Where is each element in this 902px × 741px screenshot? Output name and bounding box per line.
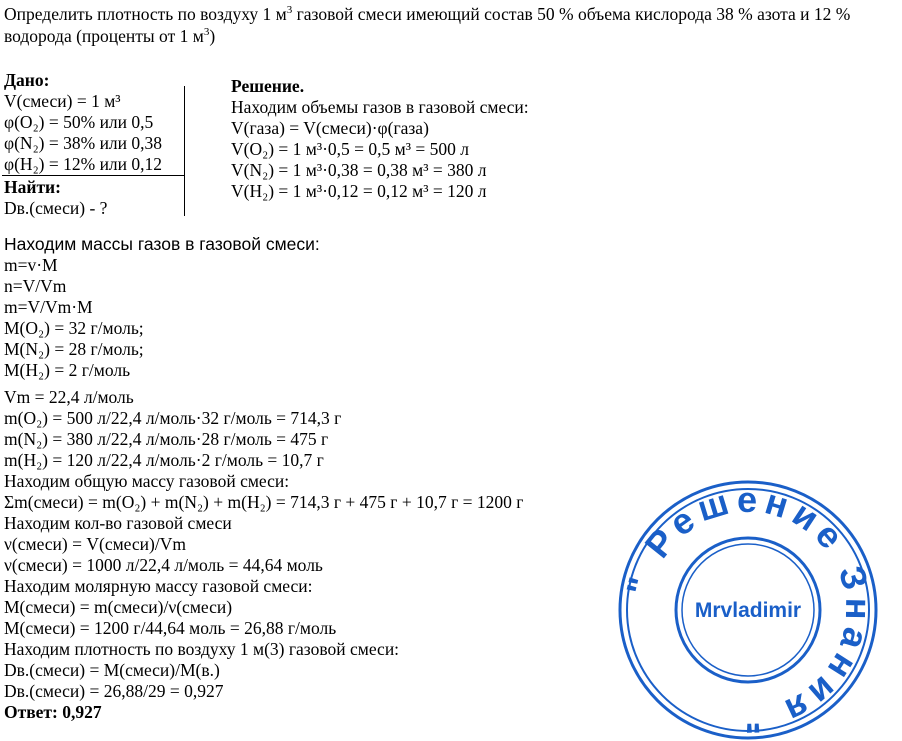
solution-title: Решение. [231, 76, 305, 96]
calc-line: M(смеси) = 1200 г/44,64 моль = 26,88 г/моль [4, 618, 337, 638]
stamp-seal [598, 470, 898, 740]
calc-line: m(H₂) = 120 л/22,4 л/моль·2 г/моль = 10,7 г [4, 450, 324, 470]
calc-line: Находим кол-во газовой смеси [4, 513, 232, 533]
calc-line: Находим общую массу газовой смеси: [4, 471, 290, 491]
given-divider-vertical [184, 86, 185, 216]
calc-line: Σm(смеси) = m(O₂) + m(N₂) + m(H₂) = 714,3 г + 475 г + 10,7 г = 1200 г [4, 492, 524, 512]
solution-line: V(N₂) = 1 м³·0,38 = 0,38 м³ = 380 л [231, 160, 487, 180]
calc-line: Находим плотность по воздуху 1 м(3) газовой смеси: [4, 639, 400, 659]
stamp-center-text: Mrvladimir [694, 599, 802, 622]
calc-line: n=V/Vm [4, 276, 67, 296]
given-line: φ(N₂) = 38% или 0,38 [4, 133, 163, 153]
problem-statement: Определить плотность по воздуху 1 $м^3$ газовой смеси имеющий состав 50 % объема кислорода 38 % азота и 12 % водорода (проценты от 1 $м^3$) [4, 4, 851, 46]
given-line: φ(O₂) = 50% или 0,5 [4, 112, 154, 132]
given-title: Дано: [4, 70, 50, 90]
calc-line: m(O₂) = 500 л/22,4 л/моль·32 г/моль = 714,3 г [4, 408, 342, 428]
calc-line: Dв.(смеси) = 26,88/29 = 0,927 [4, 681, 224, 701]
solution-line: V(O₂) = 1 м³·0,5 = 0,5 м³ = 500 л [231, 139, 469, 159]
solution-list [231, 97, 529, 202]
given-line: V(смеси) = 1 м³ [4, 91, 121, 111]
given-list [4, 91, 162, 175]
calc-line: m(N₂) = 380 л/22,4 л/моль·28 г/моль = 475 г [4, 429, 329, 449]
calc-line: Находим молярную массу газовой смеси: [4, 576, 313, 596]
find-line: Dв.(смеси) - ? [4, 198, 108, 218]
calc-line: ν(смеси) = V(смеси)/Vm [4, 534, 186, 554]
find-title: Найти: [4, 177, 61, 197]
given-divider-horizontal [2, 175, 184, 176]
stamp-ring-text: " Решение Знания " [618, 478, 880, 740]
given-line: φ(H₂) = 12% или 0,12 [4, 154, 163, 174]
calc-line: M(H₂) = 2 г/моль [4, 360, 131, 380]
calc-line: Vm = 22,4 л/моль [4, 387, 134, 407]
solution-line: V(газа) = V(смеси)·φ(газа) [231, 118, 429, 138]
calc-line: M(N₂) = 28 г/моль; [4, 339, 144, 359]
calc-line: Dв.(смеси) = M(смеси)/M(в.) [4, 660, 220, 680]
solution-line: V(H₂) = 1 м³·0,12 = 0,12 м³ = 120 л [231, 181, 487, 201]
calc-lines [4, 234, 523, 723]
calc-line: m=V/Vm·M [4, 297, 93, 317]
solution-line: Находим объемы газов в газовой смеси: [231, 97, 529, 117]
answer-line: Ответ: 0,927 [4, 702, 102, 722]
calc-line: m=v·M [4, 255, 58, 275]
calc-line: ν(смеси) = 1000 л/22,4 л/моль = 44,64 моль [4, 555, 323, 575]
calc-line: M(смеси) = m(смеси)/ν(смеси) [4, 597, 233, 617]
calc-line: M(O₂) = 32 г/моль; [4, 318, 144, 338]
calc-line: Находим массы газов в газовой смеси: [4, 234, 320, 254]
